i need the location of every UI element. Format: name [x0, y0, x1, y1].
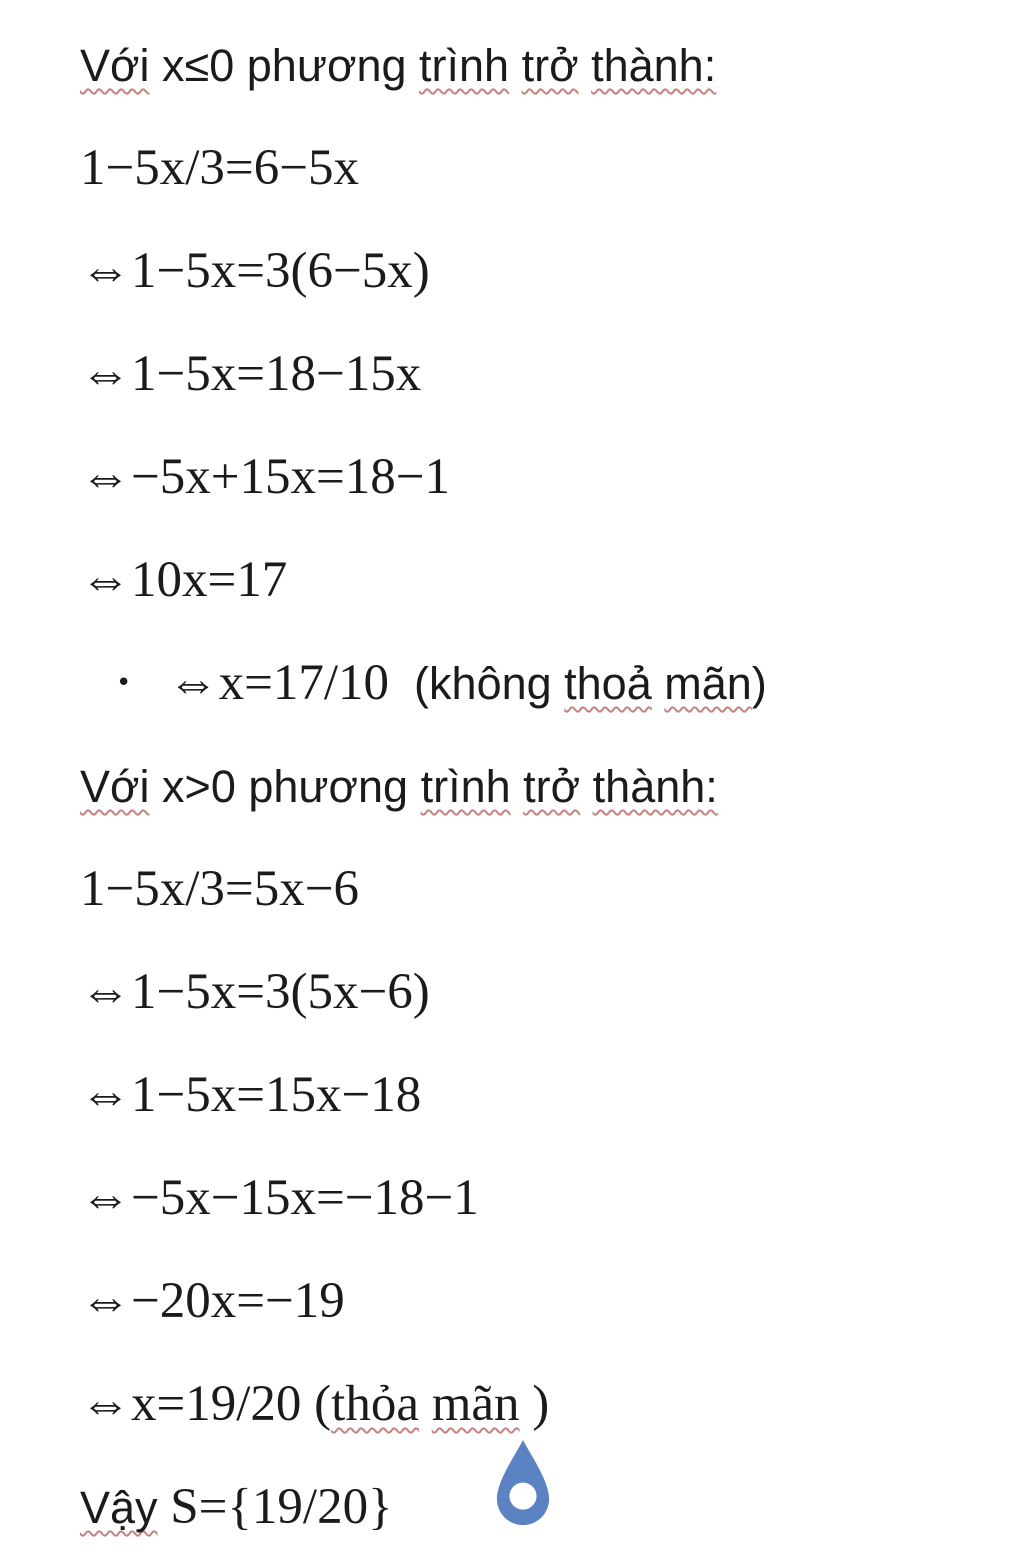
text-line	[80, 426, 1024, 529]
text-segment	[511, 761, 524, 812]
misspelled-word: Vậy	[80, 1482, 158, 1533]
text-segment: ⇔x=17/10	[167, 655, 390, 711]
text-line	[80, 117, 1024, 220]
text-segment: 1−5x/3=5x−6	[80, 861, 359, 917]
misspelled-word: Với	[80, 761, 150, 812]
text-segment: x≤0 phương	[149, 40, 420, 91]
text-line	[80, 529, 1024, 632]
text-segment: )	[751, 658, 767, 709]
text-segment: ⇔x=19/20 (	[80, 1376, 332, 1432]
text-line	[80, 1044, 1024, 1147]
text-segment	[419, 1376, 432, 1432]
water-drop-shape	[497, 1440, 549, 1525]
text-segment: ⇔−20x=−19	[80, 1273, 345, 1329]
bullet-marker: •	[116, 668, 168, 698]
text-segment	[158, 1479, 171, 1535]
misspelled-word: mãn	[664, 658, 752, 709]
text-segment: ⇔1−5x=15x−18	[80, 1067, 422, 1123]
text-segment: (không	[389, 658, 565, 709]
misspelled-word: thành:	[591, 40, 717, 91]
misspelled-word: mãn	[431, 1376, 520, 1432]
text-segment: S={19/20}	[170, 1479, 393, 1535]
text-segment	[652, 658, 665, 709]
misspelled-word: thỏa	[331, 1376, 419, 1432]
misspelled-word: trở	[523, 761, 581, 812]
text-segment: ⇔1−5x=18−15x	[80, 346, 422, 402]
water-drop-icon	[494, 1437, 552, 1532]
misspelled-word: Với	[80, 40, 150, 91]
solution-text-block	[80, 14, 1024, 1559]
text-segment: ⇔−5x−15x=−18−1	[80, 1170, 479, 1226]
text-line	[80, 14, 1024, 117]
text-line	[80, 323, 1024, 426]
text-line	[80, 220, 1024, 323]
text-segment	[509, 40, 522, 91]
text-segment: ⇔1−5x=3(5x−6)	[80, 964, 430, 1020]
text-line	[80, 1353, 1024, 1456]
text-segment: x>0 phương	[149, 761, 421, 812]
text-segment: 1−5x/3=6−5x	[80, 140, 359, 196]
text-segment: ⇔−5x+15x=18−1	[80, 449, 451, 505]
text-segment: )	[519, 1376, 550, 1432]
misspelled-word: trở	[521, 40, 579, 91]
text-line	[80, 941, 1024, 1044]
misspelled-word: trình	[420, 761, 511, 812]
water-drop-hole	[509, 1483, 536, 1510]
text-line	[80, 838, 1024, 941]
misspelled-word: thoả	[564, 658, 652, 709]
text-segment	[580, 761, 593, 812]
text-line	[80, 1456, 1024, 1559]
text-segment: ⇔1−5x=3(6−5x)	[80, 243, 430, 299]
text-line	[80, 735, 1024, 838]
text-line	[80, 1250, 1024, 1353]
text-line	[80, 1147, 1024, 1250]
misspelled-word: thành:	[592, 761, 718, 812]
text-segment	[579, 40, 592, 91]
misspelled-word: trình	[419, 40, 510, 91]
text-line	[80, 632, 1024, 735]
text-segment: ⇔10x=17	[80, 552, 288, 608]
